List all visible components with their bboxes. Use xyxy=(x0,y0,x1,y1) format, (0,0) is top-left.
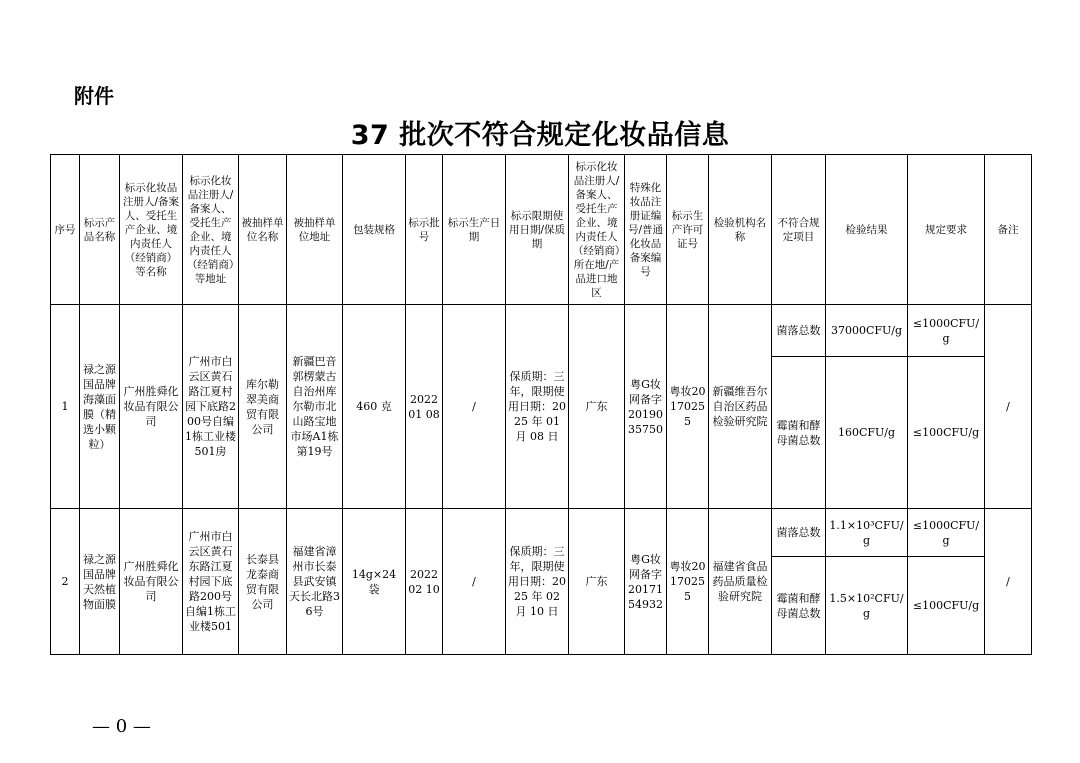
requirement: ≤1000CFU/g xyxy=(908,305,985,357)
header-cell: 标示化妆品注册人/备案人、受托生产企业、境内责任人（经销商）等名称 xyxy=(120,155,183,305)
requirement: ≤1000CFU/g xyxy=(908,509,985,557)
header-cell: 序号 xyxy=(51,155,80,305)
noncompliant-item: 霉菌和酵母菌总数 xyxy=(772,357,826,509)
test-result: 1.5×10²CFU/g xyxy=(826,557,908,655)
header-cell: 被抽样单位地址 xyxy=(287,155,343,305)
production-date: / xyxy=(443,305,506,509)
row-number: 2 xyxy=(51,509,80,655)
header-cell: 标示化妆品注册人/备案人、受托生产企业、境内责任人（经销商）所在地/产品进口地区 xyxy=(569,155,625,305)
test-result: 160CFU/g xyxy=(826,357,908,509)
batch-number: 2022 01 08 xyxy=(406,305,443,509)
batch-number: 2022 02 10 xyxy=(406,509,443,655)
header-cell: 标示限期使用日期/保质期 xyxy=(506,155,569,305)
inspection-lab: 福建省食品药品质量检验研究院 xyxy=(709,509,772,655)
production-license: 粤妆20170255 xyxy=(667,305,709,509)
remark: / xyxy=(985,305,1032,509)
header-cell: 标示产品名称 xyxy=(80,155,120,305)
header-cell: 检验机构名称 xyxy=(709,155,772,305)
header-cell: 标示生产日期 xyxy=(443,155,506,305)
inspection-lab: 新疆维吾尔自治区药品检验研究院 xyxy=(709,305,772,509)
shelf-life: 保质期：三年，限期使用日期：2025 年 01 月 08 日 xyxy=(506,305,569,509)
company-name: 广州胜舜化妆品有限公司 xyxy=(120,509,183,655)
header-cell: 标示化妆品注册人/备案人、受托生产企业、境内责任人（经销商）等地址 xyxy=(183,155,239,305)
company-address: 广州市白云区黄石路江夏村园下底路200号自编1栋工业楼501房 xyxy=(183,305,239,509)
header-cell: 标示生产许可证号 xyxy=(667,155,709,305)
product-name: 禄之源国品牌海藻面膜（精选小颗粒） xyxy=(80,305,120,509)
test-result: 1.1×10³CFU/g xyxy=(826,509,908,557)
attachment-label: 附件 xyxy=(74,84,114,108)
registration-number: 粤G妆网备字2017154932 xyxy=(625,509,667,655)
sampled-unit-name: 长泰县龙泰商贸有限公司 xyxy=(239,509,287,655)
production-license: 粤妆20170255 xyxy=(667,509,709,655)
company-address: 广州市白云区黄石东路江夏村园下底路200号自编1栋工业楼501 xyxy=(183,509,239,655)
shelf-life: 保质期：三年，限期使用日期：2025 年 02 月 10 日 xyxy=(506,509,569,655)
header-cell: 不符合规定项目 xyxy=(772,155,826,305)
header-cell: 被抽样单位名称 xyxy=(239,155,287,305)
header-cell: 检验结果 xyxy=(826,155,908,305)
region: 广东 xyxy=(569,509,625,655)
production-date: / xyxy=(443,509,506,655)
noncompliant-item: 菌落总数 xyxy=(772,305,826,357)
table-row xyxy=(51,305,1032,357)
page-number: — 0 — xyxy=(92,716,151,737)
test-result: 37000CFU/g xyxy=(826,305,908,357)
sampled-unit-address: 福建省漳州市长泰县武安镇天长北路36号 xyxy=(287,509,343,655)
company-name: 广州胜舜化妆品有限公司 xyxy=(120,305,183,509)
sampled-unit-name: 库尔勒翠美商贸有限公司 xyxy=(239,305,287,509)
table-row xyxy=(51,509,1032,557)
header-cell: 包装规格 xyxy=(343,155,406,305)
package-spec: 14g×24 袋 xyxy=(343,509,406,655)
noncompliant-item: 霉菌和酵母菌总数 xyxy=(772,557,826,655)
region: 广东 xyxy=(569,305,625,509)
requirement: ≤100CFU/g xyxy=(908,557,985,655)
table-header-row xyxy=(51,155,1032,305)
header-cell: 规定要求 xyxy=(908,155,985,305)
header-cell: 标示批号 xyxy=(406,155,443,305)
page-title: 37 批次不符合规定化妆品信息 xyxy=(350,120,730,151)
requirement: ≤100CFU/g xyxy=(908,357,985,509)
header-cell: 特殊化妆品注册证编号/普通化妆品备案编号 xyxy=(625,155,667,305)
remark: / xyxy=(985,509,1032,655)
package-spec: 460 克 xyxy=(343,305,406,509)
noncompliant-item: 菌落总数 xyxy=(772,509,826,557)
sampled-unit-address: 新疆巴音郭楞蒙古自治州库尔勒市北山路宝地市场A1栋第19号 xyxy=(287,305,343,509)
row-number: 1 xyxy=(51,305,80,509)
noncompliant-cosmetics-table xyxy=(50,154,1032,655)
product-name: 禄之源国品牌天然植物面膜 xyxy=(80,509,120,655)
header-cell: 备注 xyxy=(985,155,1032,305)
registration-number: 粤G妆网备字2019035750 xyxy=(625,305,667,509)
